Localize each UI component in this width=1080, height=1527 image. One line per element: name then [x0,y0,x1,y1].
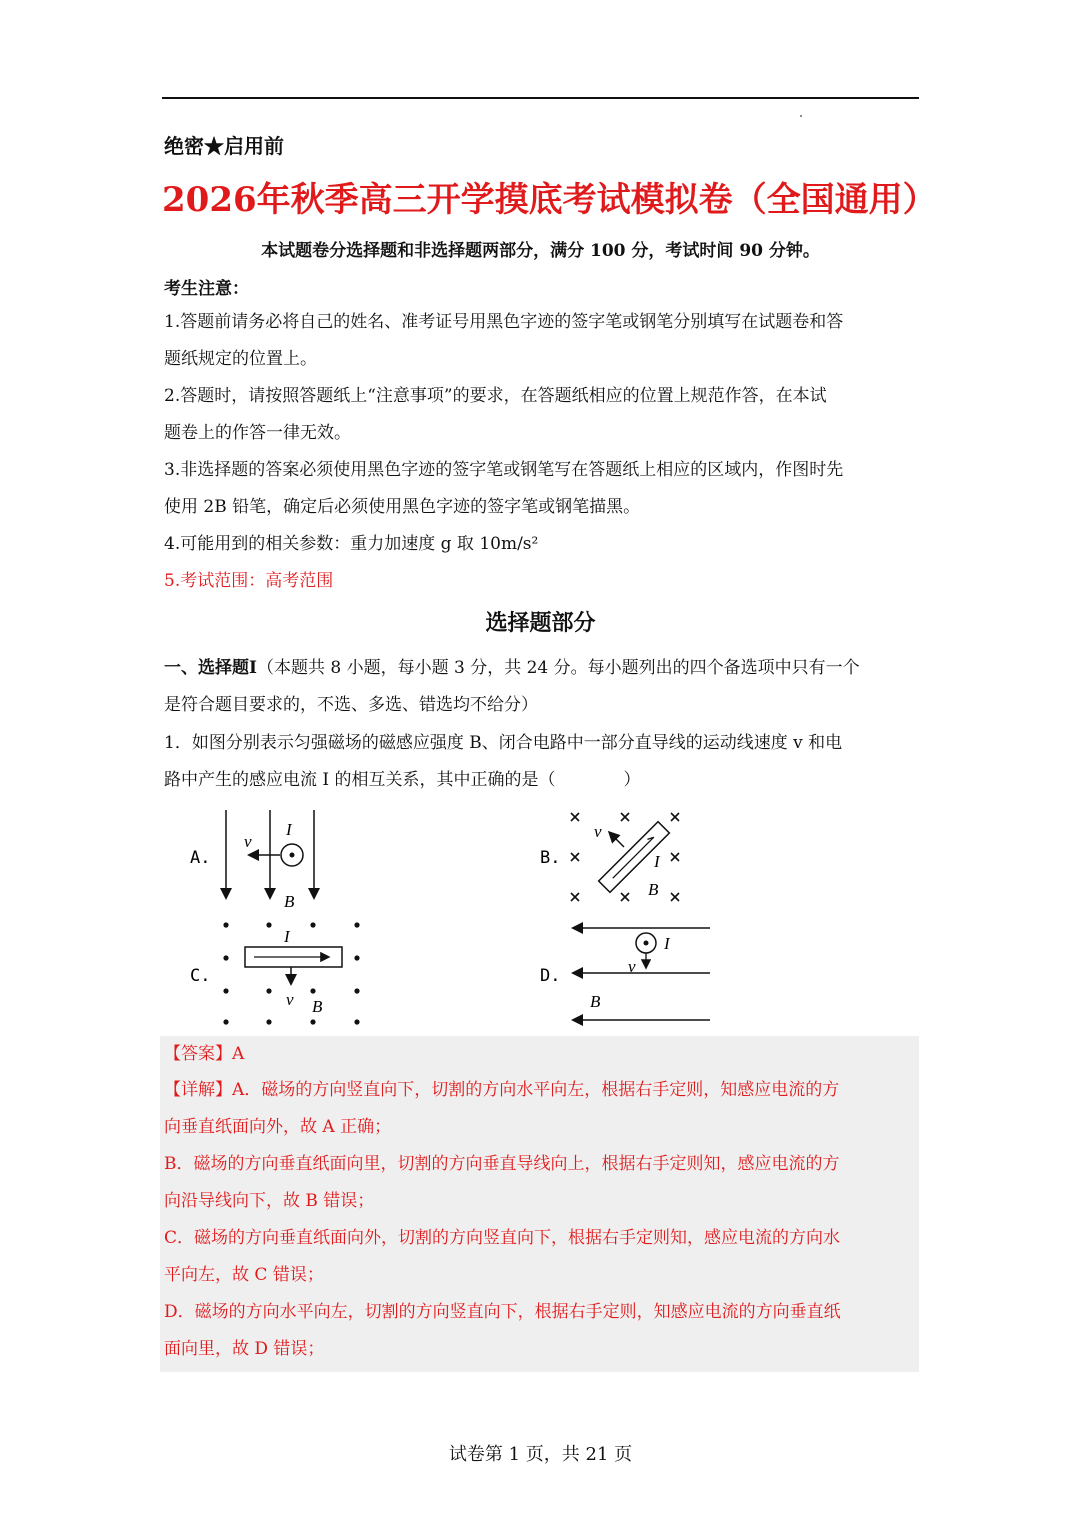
notice-line: 题纸规定的位置上。 [164,349,317,369]
explanation-line: 面向里，故 D 错误； [164,1339,325,1359]
explanation-line: 【详解】A．磁场的方向竖直向下，切割的方向水平向左，根据右手定则，知感应电流的方 [164,1080,840,1100]
exam-subtitle: 本试题卷分选择题和非选择题两部分，满分 100 分，考试时间 90 分钟。 [261,241,820,261]
figure-option-b [530,805,710,915]
option-label: C. [190,966,211,986]
secret-mark: 绝密★启用前 [164,134,284,158]
figure-option-d [530,915,720,1030]
header-rule [162,97,919,99]
velocity-label: v [244,832,252,851]
part-heading-bold: 一、选择题Ⅰ [164,658,257,678]
exam-scope: 5.考试范围：高考范围 [164,571,334,591]
explanation-line: C．磁场的方向垂直纸面向外，切割的方向竖直向下，根据右手定则知，感应电流的方向水 [164,1228,841,1248]
current-label: I [664,934,670,953]
option-label: B. [540,848,561,868]
field-label: B [312,997,323,1016]
velocity-arrow [610,833,624,847]
option-label: A. [190,848,211,868]
figure-option-c [180,915,380,1035]
question-stem-line: 1．如图分别表示匀强磁场的磁感应强度 B、闭合电路中一部分直导线的运动线速度 v 和电 [164,733,843,753]
current-label: I [654,852,660,871]
velocity-label: v [628,957,636,976]
page-footer: 试卷第 1 页，共 21 页 [448,1444,633,1465]
part-heading-rest: （本题共 8 小题，每小题 3 分，共 24 分。每小题列出的四个备选项中只有一个 [256,658,860,678]
figure-option-a [180,805,340,915]
part-heading-line2: 是符合题目要求的，不选、多选、错选均不给分） [164,695,538,715]
current-label: I [284,927,290,946]
conductor-dot [290,853,295,858]
field-label: B [284,892,295,911]
notice-line: 1.答题前请务必将自己的姓名、准考证号用黑色字迹的签字笔或钢笔分别填写在试题卷和答 [164,312,844,332]
current-label: I [286,820,292,839]
question-stem-line: 路中产生的感应电流 I 的相互关系，其中正确的是（ ） [164,770,641,790]
conductor-dot [644,941,649,946]
notice-line: 4.可能用到的相关参数：重力加速度 g 取 10m/s² [164,534,539,554]
scan-dot [800,115,802,117]
explanation-line: 向沿导线向下，故 B 错误； [164,1191,375,1211]
notice-line: 2.答题时，请按照答题纸上“注意事项”的要求，在答题纸相应的位置上规范作答，在本试 [164,386,827,406]
explanation-line: 向垂直纸面向外，故 A 正确； [164,1117,392,1137]
velocity-label: v [594,822,602,841]
notice-line: 使用 2B 铅笔，确定后必须使用黑色字迹的签字笔或钢笔描黑。 [164,497,641,517]
notice-line: 3.非选择题的答案必须使用黑色字迹的签字笔或钢笔写在答题纸上相应的区域内，作图时先 [164,460,844,480]
field-label: B [648,880,659,899]
notice-heading: 考生注意： [164,279,249,299]
part-heading [164,656,860,680]
explanation-line: B．磁场的方向垂直纸面向里，切割的方向垂直导线向上，根据右手定则知，感应电流的方 [164,1154,840,1174]
section-title: 选择题部分 [485,610,596,636]
option-label: D. [540,966,561,986]
answer-line: 【答案】A [164,1044,245,1064]
field-label: B [590,992,601,1011]
explanation-line: D．磁场的方向水平向左，切割的方向竖直向下，根据右手定则，知感应电流的方向垂直纸 [164,1302,841,1322]
explanation-line: 平向左，故 C 错误； [164,1265,324,1285]
velocity-label: v [286,990,294,1009]
exam-title: 2026年秋季高三开学摸底考试模拟卷（全国通用） [162,180,937,220]
notice-line: 题卷上的作答一律无效。 [164,423,351,443]
